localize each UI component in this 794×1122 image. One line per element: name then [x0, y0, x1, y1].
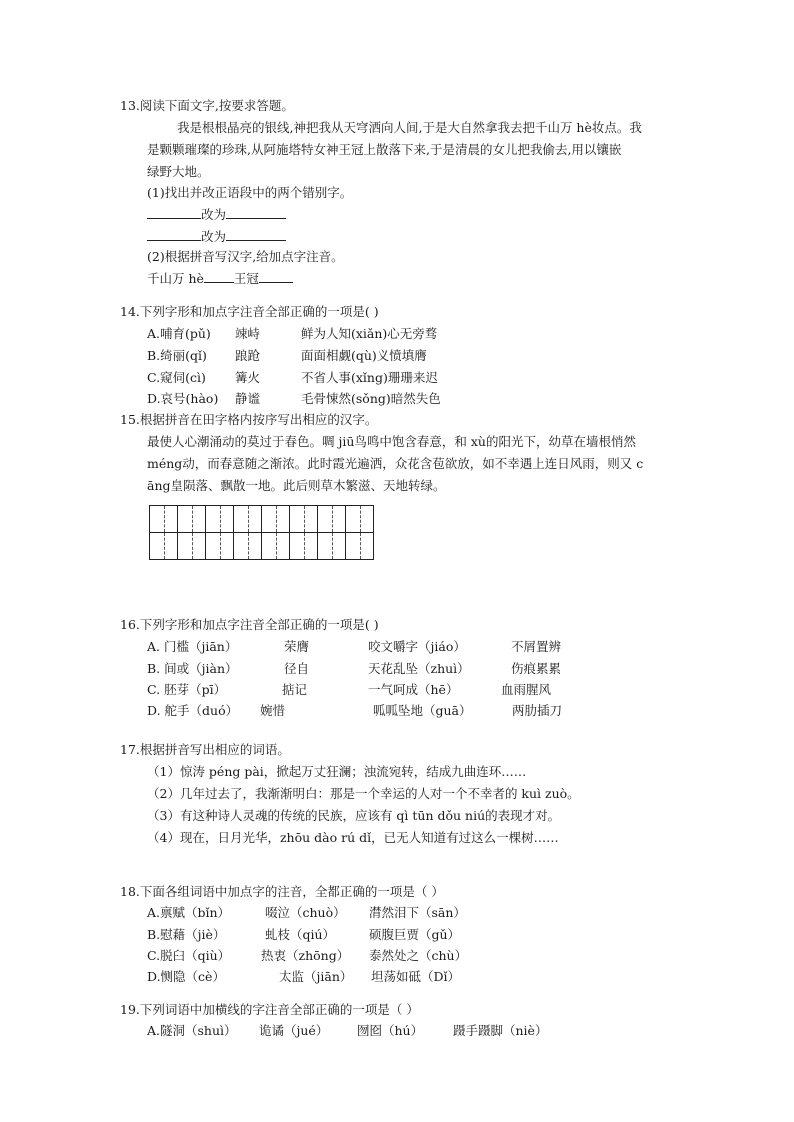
q16-option-d — [147, 701, 562, 721]
q16-title: 16.下列字形和加点字注音全部正确的一项是( ) — [120, 617, 379, 632]
q13-passage-line-1: 我是根根晶亮的银线,神把我从天穹洒向人间,于是大自然拿我去把千山万 hè妆点。我 — [177, 120, 642, 135]
q13-subquestion-1: (1)找出并改正语段中的两个错别字。 — [147, 185, 353, 200]
q13-passage-line-3: 绿野大地。 — [147, 164, 210, 179]
grid-cell[interactable] — [234, 533, 262, 560]
option-word: 不屑置辨 — [511, 639, 562, 654]
answer-blank[interactable] — [147, 226, 201, 241]
tian-zi-ge-grid[interactable] — [149, 505, 374, 560]
option-word: 径自 — [284, 661, 310, 676]
answer-blank[interactable] — [226, 226, 286, 241]
grid-cell[interactable] — [290, 506, 318, 533]
grid-cell[interactable] — [290, 533, 318, 560]
q13-fix-row-2 — [147, 226, 286, 247]
option-word: 篝火 — [235, 370, 261, 385]
q16-option-b — [147, 659, 561, 679]
option-word: B.绮丽(qǐ) — [147, 348, 207, 363]
option-word: 面面相觑(qù)义愤填膺 — [301, 348, 427, 363]
option-word: 血雨腥风 — [501, 682, 552, 697]
option-word: A. 门槛（jiān） — [147, 639, 238, 654]
grid-cell[interactable] — [318, 533, 346, 560]
item-a: 千山万 hè — [147, 271, 204, 286]
option-word: 硕腹巨贾（gǔ） — [369, 927, 461, 942]
option-word: A.哺育(pǔ) — [147, 326, 211, 341]
q14-option-a — [147, 324, 437, 344]
grid-cell[interactable] — [150, 533, 178, 560]
answer-blank[interactable] — [204, 268, 234, 283]
option-word: 荣膺 — [284, 639, 310, 654]
q13-title: 13.阅读下面文字,按要求答题。 — [120, 98, 294, 113]
q18-option-a — [147, 903, 466, 923]
option-word: C.脱臼（qiù） — [147, 948, 231, 963]
fix-label: 改为 — [201, 207, 227, 222]
option-word: 鲜为人知(xiǎn)心无旁骛 — [301, 326, 438, 341]
option-word: 两肋插刀 — [512, 703, 563, 718]
q19-title: 19.下列词语中加横线的字注音全部正确的一项是（ ） — [120, 1002, 419, 1017]
option-word: A.禀赋（bǐn） — [147, 905, 231, 920]
option-word: 毛骨悚然(sǒng)暗然失色 — [301, 391, 441, 406]
q17-item-1: （1）惊涛 péng pài，掀起万丈狂澜；浊流宛转，结成九曲连环…… — [147, 764, 527, 779]
q18-option-c — [147, 946, 467, 966]
q15-passage-line-2: méng动，而春意随之渐浓。此时霞光遍洒，众花含苞欲放，如不幸遇上连日风雨，则又 c — [147, 456, 644, 471]
grid-cell[interactable] — [178, 506, 206, 533]
grid-cell[interactable] — [234, 506, 262, 533]
grid-cell[interactable] — [262, 506, 290, 533]
q19-option-a — [147, 1021, 547, 1041]
option-word: 诡谲（jué） — [259, 1023, 329, 1038]
option-word: 踉跄 — [235, 348, 261, 363]
q18-title: 18.下面各组词语中加点字的注音，全都正确的一项是（ ） — [120, 884, 444, 899]
q15-title: 15.根据拼音在田字格内按序写出相应的汉字。 — [120, 412, 378, 427]
q15-passage-line-1: 最使人心潮涌动的莫过于春色。啁 jiū鸟鸣中饱含春意，和 xù的阳光下，幼草在墙根悄然 — [147, 434, 636, 449]
q16-option-c — [147, 680, 551, 700]
option-word: 虬枝（qiú） — [265, 927, 336, 942]
q14-title: 14.下列字形和加点字注音全部正确的一项是( ) — [120, 304, 379, 319]
option-word: 囫囵（hú） — [357, 1023, 424, 1038]
option-word: 竦峙 — [235, 326, 261, 341]
option-word: 静谧 — [235, 391, 261, 406]
q17-item-3: （3）有这种诗人灵魂的传统的民族，应该有 qì tūn dǒu niú的表现才对。 — [147, 808, 561, 823]
option-word: 伤痕累累 — [511, 661, 562, 676]
answer-blank[interactable] — [259, 268, 293, 283]
option-word: 掂记 — [282, 682, 308, 697]
q17-item-2: （2）几年过去了，我渐渐明白：那是一个幸运的人对一个不幸者的 kuì zuò。 — [147, 786, 580, 801]
q17-item-4: （4）现在，日月光华，zhōu dào rú dǐ，已无人知道有过这么一棵树…… — [147, 830, 559, 845]
option-word: 不省人事(xǐng)珊珊来迟 — [301, 370, 438, 385]
answer-blank[interactable] — [226, 204, 286, 219]
grid-cell[interactable] — [318, 506, 346, 533]
q13-fix-row-1 — [147, 204, 286, 225]
q18-option-d — [147, 967, 460, 987]
grid-cell[interactable] — [206, 506, 234, 533]
option-word: 啜泣（chuò） — [265, 905, 346, 920]
q13-subquestion-2: (2)根据拼音写汉字,给加点字注音。 — [147, 249, 344, 264]
option-word: 热衷（zhōng） — [261, 948, 350, 963]
fix-label: 改为 — [201, 229, 227, 244]
option-word: B.慰藉（jiè） — [147, 927, 226, 942]
grid-cell[interactable] — [346, 506, 374, 533]
option-word: 太监（jiān） — [279, 969, 353, 984]
option-word: 泰然处之（chù） — [369, 948, 468, 963]
grid-cell[interactable] — [150, 506, 178, 533]
option-word: 蹑手蹑脚（niè） — [453, 1023, 548, 1038]
item-b: 王冠 — [233, 271, 259, 286]
option-word: C.窥伺(cì) — [147, 370, 206, 385]
option-word: B. 间或（jiàn） — [147, 661, 238, 676]
option-word: 呱呱坠地（guā） — [373, 703, 472, 718]
option-word: 坦荡如砥（Dǐ） — [371, 969, 461, 984]
q14-option-b — [147, 346, 427, 366]
q13-pinyin-row — [147, 268, 293, 289]
option-word: A.隧洞（shuì） — [147, 1023, 237, 1038]
option-word: D.哀号(hào) — [147, 391, 219, 406]
q15-passage-line-3: āng皇陨落、飘散一地。此后则草木繁滋、天地转绿。 — [147, 478, 446, 493]
grid-cell[interactable] — [206, 533, 234, 560]
option-word: 婉惜 — [260, 703, 286, 718]
q13-passage-line-2: 是颗颗璀璨的珍珠,从阿施塔特女神王冠上散落下来,于是清晨的女儿把我偷去,用以镶嵌 — [147, 142, 622, 157]
option-word: 咬文嚼字（jiáo） — [368, 639, 466, 654]
option-word: D. 舵手（duó） — [147, 703, 239, 718]
option-word: 一气呵成（hē） — [368, 682, 459, 697]
q14-option-c — [147, 368, 438, 388]
q17-title: 17.根据拼音写出相应的词语。 — [120, 742, 290, 757]
grid-cell[interactable] — [178, 533, 206, 560]
grid-cell[interactable] — [346, 533, 374, 560]
q18-option-b — [147, 925, 460, 945]
q16-option-a — [147, 637, 561, 657]
answer-blank[interactable] — [147, 204, 201, 219]
q14-option-d — [147, 389, 441, 409]
option-word: 天花乱坠（zhuì） — [368, 661, 470, 676]
grid-cell[interactable] — [262, 533, 290, 560]
option-word: 潸然泪下（sān） — [369, 905, 466, 920]
option-word: C. 胚芽（pī） — [147, 682, 227, 697]
option-word: D.恻隐（cè） — [147, 969, 225, 984]
